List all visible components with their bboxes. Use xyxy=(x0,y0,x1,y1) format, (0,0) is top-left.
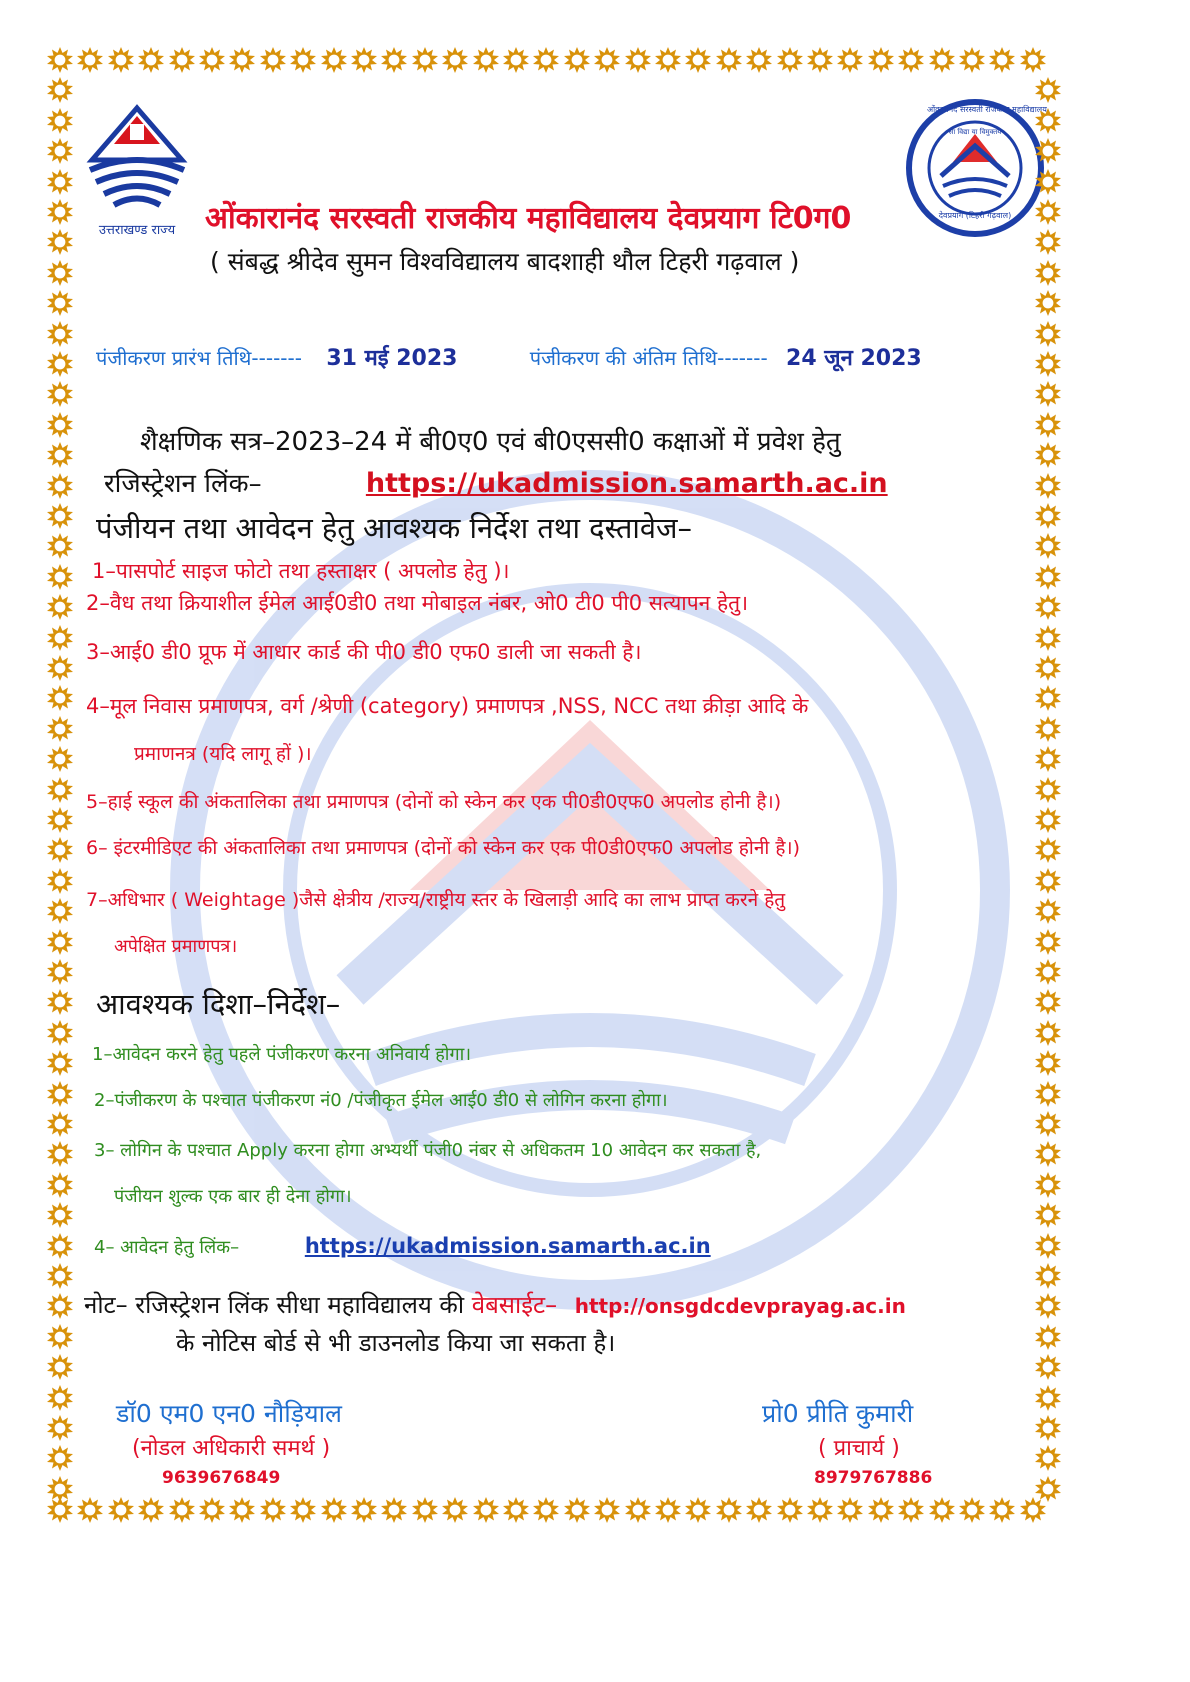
document-item: 1–पासपोर्ट साइज फोटो तथा हस्ताक्षर ( अपलोड हेतु )। xyxy=(92,559,510,583)
guideline-item: पंजीयन शुल्क एक बार ही देना होगा। xyxy=(114,1186,352,1207)
sun-ornament-icon xyxy=(654,46,682,74)
sun-ornament-icon xyxy=(836,46,864,74)
document-item: 5–हाई स्कूल की अंकतालिका तथा प्रमाणपत्र (दोनों को स्केन कर एक पी0डी0एफ0 अपलोड होनी है।) xyxy=(86,791,782,813)
sun-ornament-icon xyxy=(46,137,74,165)
sun-ornament-icon xyxy=(46,654,74,682)
note-website-word: वेबसाईट– xyxy=(471,1291,558,1319)
college-title: ओंकारानंद सरस्वती राजकीय महाविद्यालय देवप्रयाग टि0ग0 xyxy=(205,201,852,236)
sun-ornament-icon xyxy=(46,1110,74,1138)
sun-ornament-icon xyxy=(46,1475,74,1503)
sun-ornament-icon xyxy=(289,1496,317,1524)
sun-ornament-icon xyxy=(502,1496,530,1524)
sun-ornament-icon xyxy=(46,928,74,956)
sun-ornament-icon xyxy=(46,1201,74,1229)
sun-ornament-icon xyxy=(46,441,74,469)
sun-ornament-icon xyxy=(1034,532,1062,560)
sun-ornament-icon xyxy=(1034,198,1062,226)
sun-ornament-icon xyxy=(1034,624,1062,652)
registration-link[interactable]: https://ukadmission.samarth.ac.in xyxy=(365,468,888,499)
sun-ornament-icon xyxy=(1034,1019,1062,1047)
sun-ornament-icon xyxy=(532,1496,560,1524)
document-item: अपेक्षित प्रमाणपत्र। xyxy=(114,936,238,957)
sun-ornament-icon xyxy=(46,745,74,773)
sun-ornament-icon xyxy=(168,1496,196,1524)
sun-ornament-icon xyxy=(46,1323,74,1351)
sun-ornament-icon xyxy=(1034,1444,1062,1472)
sun-ornament-icon xyxy=(684,46,712,74)
sun-ornament-icon xyxy=(46,502,74,530)
sun-ornament-icon xyxy=(1034,593,1062,621)
sun-ornament-icon xyxy=(502,46,530,74)
note-line2: के नोटिस बोर्ड से भी डाउनलोड किया जा सकता है। xyxy=(176,1329,616,1357)
registration-link-row xyxy=(104,464,888,500)
document-item: 7–अधिभार ( Weightage )जैसे क्षेत्रीय /राज्य/राष्ट्रीय स्तर के खिलाड़ी आदि का लाभ प्राप्त करने हेतु xyxy=(86,889,786,911)
sun-ornament-icon xyxy=(46,472,74,500)
sun-ornament-icon xyxy=(46,684,74,712)
guidelines-heading: आवश्यक दिशा–निर्देश– xyxy=(96,987,341,1021)
sun-ornament-icon xyxy=(745,1496,773,1524)
sun-ornament-icon xyxy=(46,350,74,378)
sun-ornament-icon xyxy=(46,836,74,864)
sun-ornament-icon xyxy=(1034,1232,1062,1260)
sun-ornament-icon xyxy=(1034,1140,1062,1168)
sun-ornament-icon xyxy=(76,46,104,74)
sun-ornament-icon xyxy=(441,46,469,74)
sun-ornament-icon xyxy=(107,1496,135,1524)
sun-ornament-icon xyxy=(532,46,560,74)
sun-ornament-icon xyxy=(46,289,74,317)
logo-caption: उत्तराखण्ड राज्य xyxy=(98,223,176,238)
sun-ornament-icon xyxy=(958,46,986,74)
sun-ornament-icon xyxy=(1034,928,1062,956)
sun-ornament-icon xyxy=(1034,1384,1062,1412)
sun-ornament-icon xyxy=(928,46,956,74)
sun-ornament-icon xyxy=(46,563,74,591)
sun-ornament-icon xyxy=(867,46,895,74)
sun-ornament-icon xyxy=(745,46,773,74)
sun-ornament-icon xyxy=(198,46,226,74)
uttarakhand-emblem-icon xyxy=(82,100,192,212)
sun-ornament-icon xyxy=(624,1496,652,1524)
sun-ornament-icon xyxy=(563,46,591,74)
sun-ornament-icon xyxy=(137,46,165,74)
sun-ornament-icon xyxy=(593,1496,621,1524)
sun-ornament-icon xyxy=(380,46,408,74)
sun-ornament-icon xyxy=(46,46,74,74)
sun-ornament-icon xyxy=(137,1496,165,1524)
sun-ornament-icon xyxy=(46,624,74,652)
sun-ornament-icon xyxy=(1034,1080,1062,1108)
sun-ornament-icon xyxy=(593,46,621,74)
sun-ornament-icon xyxy=(1034,776,1062,804)
sun-ornament-icon xyxy=(1034,654,1062,682)
sun-ornament-icon xyxy=(46,776,74,804)
sun-ornament-icon xyxy=(1034,168,1062,196)
sun-ornament-icon xyxy=(46,1171,74,1199)
sun-ornament-icon xyxy=(320,46,348,74)
sun-ornament-icon xyxy=(46,806,74,834)
sun-ornament-icon xyxy=(46,715,74,743)
sun-ornament-icon xyxy=(46,1019,74,1047)
document-item: 2–वैध तथा क्रियाशील ईमेल आई0डी0 तथा मोबाइल नंबर, ओ0 टी0 पी0 सत्यापन हेतु। xyxy=(86,591,749,615)
sun-ornament-icon xyxy=(46,988,74,1016)
seal-ring-text: ओंकारानंद सरस्वती राजकीय महाविद्यालय xyxy=(927,105,1047,114)
sun-ornament-icon xyxy=(897,46,925,74)
sun-ornament-icon xyxy=(1034,1292,1062,1320)
sun-ornament-icon xyxy=(1034,1475,1062,1503)
documents-heading: पंजीयन तथा आवेदन हेतु आवश्यक निर्देश तथा दस्तावेज– xyxy=(96,511,693,545)
sun-ornament-icon xyxy=(1034,441,1062,469)
document-item: प्रमाणनत्र (यदि लागू हों )। xyxy=(134,743,312,765)
college-website-link[interactable]: http://onsgdcdevprayag.ac.in xyxy=(574,1294,906,1318)
sun-ornament-icon xyxy=(715,1496,743,1524)
sun-ornament-icon xyxy=(198,1496,226,1524)
session-intro: शैक्षणिक सत्र–2023–24 में बी0ए0 एवं बी0एससी0 कक्षाओं में प्रवेश हेतु xyxy=(140,427,841,457)
sun-ornament-icon xyxy=(259,46,287,74)
sun-ornament-icon xyxy=(46,1232,74,1260)
right-signatory-phone: 8979767886 xyxy=(814,1468,933,1488)
sun-ornament-icon xyxy=(46,259,74,287)
sun-ornament-icon xyxy=(806,46,834,74)
guideline-item: 2–पंजीकरण के पश्चात पंजीकरण नं0 /पंजीकृत ईमेल आई0 डी0 से लोगिन करना होगा। xyxy=(94,1090,668,1111)
sun-ornament-icon xyxy=(350,46,378,74)
sun-ornament-icon xyxy=(46,1262,74,1290)
sun-ornament-icon xyxy=(228,1496,256,1524)
sun-ornament-icon xyxy=(76,1496,104,1524)
sun-ornament-icon xyxy=(1034,411,1062,439)
sun-ornament-icon xyxy=(776,46,804,74)
sun-ornament-icon xyxy=(1034,1201,1062,1229)
guideline-item: 1–आवेदन करने हेतु पहले पंजीकरण करना अनिवार्य होगा। xyxy=(92,1044,472,1065)
sun-ornament-icon xyxy=(350,1496,378,1524)
sun-ornament-icon xyxy=(654,1496,682,1524)
sun-ornament-icon xyxy=(1034,684,1062,712)
sun-ornament-icon xyxy=(1034,380,1062,408)
affiliation-subtitle: ( संबद्ध श्रीदेव सुमन विश्वविद्यालय बादशाही थौल टिहरी गढ़वाल ) xyxy=(210,247,800,276)
sun-ornament-icon xyxy=(259,1496,287,1524)
sun-ornament-icon xyxy=(228,46,256,74)
sun-ornament-icon xyxy=(1034,806,1062,834)
sun-ornament-icon xyxy=(1019,46,1047,74)
sun-ornament-icon xyxy=(411,1496,439,1524)
end-date-value: 24 जून 2023 xyxy=(786,346,922,371)
sun-ornament-icon xyxy=(867,1496,895,1524)
seal-motto: सा विद्या या विमुक्तये xyxy=(948,128,1002,136)
sun-ornament-icon xyxy=(441,1496,469,1524)
sun-ornament-icon xyxy=(380,1496,408,1524)
sun-ornament-icon xyxy=(1034,1353,1062,1381)
sun-ornament-icon xyxy=(563,1496,591,1524)
college-seal xyxy=(905,98,1045,238)
sun-ornament-icon xyxy=(46,1384,74,1412)
sun-ornament-icon xyxy=(1034,350,1062,378)
document-item: 3–आई0 डी0 प्रूफ में आधार कार्ड की पी0 डी0 एफ0 डाली जा सकती है। xyxy=(86,640,642,664)
sun-ornament-icon xyxy=(776,1496,804,1524)
sun-ornament-icon xyxy=(958,1496,986,1524)
sun-ornament-icon xyxy=(1034,563,1062,591)
sun-ornament-icon xyxy=(624,46,652,74)
sun-ornament-icon xyxy=(46,198,74,226)
sun-ornament-icon xyxy=(715,46,743,74)
sun-ornament-icon xyxy=(46,380,74,408)
sun-ornament-icon xyxy=(46,1049,74,1077)
application-link-label: 4– आवेदन हेतु लिंक– xyxy=(94,1237,240,1258)
sun-ornament-icon xyxy=(1034,1262,1062,1290)
sun-ornament-icon xyxy=(836,1496,864,1524)
end-date-label: पंजीकरण की अंतिम तिथि------- xyxy=(529,346,768,370)
application-link[interactable]: https://ukadmission.samarth.ac.in xyxy=(304,1234,711,1258)
sun-ornament-icon xyxy=(46,228,74,256)
sun-ornament-icon xyxy=(46,867,74,895)
sun-ornament-icon xyxy=(46,532,74,560)
sun-ornament-icon xyxy=(411,46,439,74)
sun-ornament-icon xyxy=(46,897,74,925)
seal-bottom-text: देवप्रयाग (टिहरी गढ़वाल) xyxy=(938,211,1012,220)
left-signatory-role: (नोडल अधिकारी समर्थ ) xyxy=(132,1436,331,1461)
sun-ornament-icon xyxy=(1034,867,1062,895)
left-signatory-name: डॉ0 एम0 एन0 नौड़ियाल xyxy=(116,1399,343,1428)
registration-link-label: रजिस्ट्रेशन लिंक– xyxy=(104,469,262,499)
sun-ornament-icon xyxy=(988,46,1016,74)
sun-ornament-icon xyxy=(988,1496,1016,1524)
sun-ornament-icon xyxy=(46,1444,74,1472)
sun-ornament-icon xyxy=(472,46,500,74)
sun-ornament-icon xyxy=(46,1140,74,1168)
sun-ornament-icon xyxy=(1034,76,1062,104)
document-item: 6– इंटरमीडिएट की अंकतालिका तथा प्रमाणपत्र (दोनों को स्केन कर एक पी0डी0एफ0 अपलोड होनी है।) xyxy=(86,837,801,859)
right-signatory-role: ( प्राचार्य ) xyxy=(818,1436,900,1461)
sun-ornament-icon xyxy=(1034,958,1062,986)
sun-ornament-icon xyxy=(1034,107,1062,135)
sun-ornament-icon xyxy=(46,411,74,439)
sun-ornament-icon xyxy=(320,1496,348,1524)
guideline-item: 3– लोगिन के पश्चात Apply करना होगा अभ्यर्थी पंजी0 नंबर से अधिकतम 10 आवेदन कर सकता है, xyxy=(94,1140,762,1161)
sun-ornament-icon xyxy=(289,46,317,74)
sun-ornament-icon xyxy=(1034,1323,1062,1351)
sun-ornament-icon xyxy=(46,1353,74,1381)
sun-ornament-icon xyxy=(168,46,196,74)
sun-ornament-icon xyxy=(46,1414,74,1442)
sun-ornament-icon xyxy=(684,1496,712,1524)
sun-ornament-icon xyxy=(1034,289,1062,317)
sun-ornament-icon xyxy=(472,1496,500,1524)
note-prefix: नोट– रजिस्ट्रेशन लिंक सीधा महाविद्यालय की xyxy=(84,1291,465,1319)
sun-ornament-icon xyxy=(1034,472,1062,500)
sun-ornament-icon xyxy=(1034,1049,1062,1077)
right-signatory-name: प्रो0 प्रीति कुमारी xyxy=(762,1399,914,1428)
sun-ornament-icon xyxy=(1034,1171,1062,1199)
sun-ornament-icon xyxy=(1034,715,1062,743)
sun-ornament-icon xyxy=(1034,137,1062,165)
sun-ornament-icon xyxy=(806,1496,834,1524)
sun-ornament-icon xyxy=(46,1080,74,1108)
sun-ornament-icon xyxy=(46,1292,74,1320)
sun-ornament-icon xyxy=(1034,836,1062,864)
sun-ornament-icon xyxy=(1034,897,1062,925)
sun-ornament-icon xyxy=(1034,320,1062,348)
sun-ornament-icon xyxy=(107,46,135,74)
document-item: 4–मूल निवास प्रमाणपत्र, वर्ग /श्रेणी (category) प्रमाणपत्र ,NSS, NCC तथा क्रीड़ा आदि के xyxy=(86,694,809,718)
sun-ornament-icon xyxy=(46,320,74,348)
sun-ornament-icon xyxy=(46,107,74,135)
sun-ornament-icon xyxy=(1034,502,1062,530)
uttarakhand-logo xyxy=(82,100,192,240)
sun-ornament-icon xyxy=(46,76,74,104)
sun-ornament-icon xyxy=(1034,259,1062,287)
sun-ornament-icon xyxy=(1034,1414,1062,1442)
sun-ornament-icon xyxy=(1034,745,1062,773)
sun-ornament-icon xyxy=(1034,988,1062,1016)
left-signatory-phone: 9639676849 xyxy=(162,1468,281,1488)
registration-dates xyxy=(96,342,922,372)
application-link-row xyxy=(94,1234,711,1259)
sun-ornament-icon xyxy=(1034,1110,1062,1138)
note-row xyxy=(84,1288,906,1321)
sun-ornament-icon xyxy=(46,168,74,196)
start-date-value: 31 मई 2023 xyxy=(326,346,458,371)
sun-ornament-icon xyxy=(897,1496,925,1524)
start-date-label: पंजीकरण प्रारंभ तिथि------- xyxy=(96,346,302,370)
sun-ornament-icon xyxy=(46,958,74,986)
sun-ornament-icon xyxy=(46,593,74,621)
sun-ornament-icon xyxy=(1034,228,1062,256)
sun-ornament-icon xyxy=(928,1496,956,1524)
